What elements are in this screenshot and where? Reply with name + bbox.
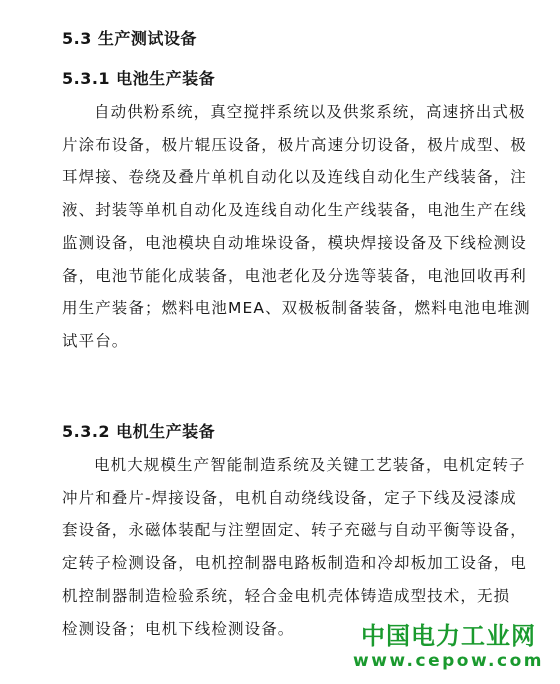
paragraph-line: 备，电池节能化成装备，电池老化及分选等装备，电池回收再利 (62, 266, 527, 285)
watermark-logo (353, 616, 544, 671)
paragraph-line: 机控制器制造检验系统，轻合金电机壳体铸造成型技术，无损 (62, 586, 511, 605)
paragraph-line: 冲片和叠片-焊接设备，电机自动绕线设备，定子下线及浸漆成 (62, 488, 517, 507)
paragraph-battery-equipment (62, 96, 540, 358)
watermark-url: www.cepow.com (353, 651, 544, 671)
section-title: 5.3 生产测试设备 (62, 29, 197, 48)
paragraph-line: 自动供粉系统，真空搅拌系统以及供浆系统，高速挤出式极 (94, 103, 526, 121)
paragraph-line: 电机大规模生产智能制造系统及关键工艺装备，电机定转子 (94, 456, 526, 474)
paragraph-line: 定转子检测设备，电机控制器电路板制造和冷却板加工设备，电 (62, 554, 527, 573)
paragraph-line: 片涂布设备，极片辊压设备，极片高速分切设备，极片成型、极 (62, 135, 527, 154)
paragraph-line: 套设备，永磁体装配与注塑固定、转子充磁与自动平衡等设备， (62, 521, 527, 540)
paragraph-line: 监测设备，电池模块自动堆垛设备，模块焊接设备及下线检测设 (62, 233, 527, 252)
paragraph-line: 耳焊接、卷绕及叠片单机自动化以及连线自动化生产线装备，注 (62, 168, 527, 187)
subsection-title-battery: 5.3.1 电池生产装备 (62, 69, 216, 88)
paragraph-line: 用生产装备；燃料电池MEA、双极板制备装备，燃料电池电堆测 (62, 299, 531, 318)
subsection-title-motor: 5.3.2 电机生产装备 (62, 422, 216, 441)
watermark-title: 中国电力工业网 (361, 621, 536, 650)
paragraph-line: 试平台。 (62, 331, 129, 350)
paragraph-line: 液、封装等单机自动化及连线自动化生产线装备，电池生产在线 (62, 201, 527, 220)
paragraph-line: 检测设备；电机下线检测设备。 (62, 619, 295, 638)
